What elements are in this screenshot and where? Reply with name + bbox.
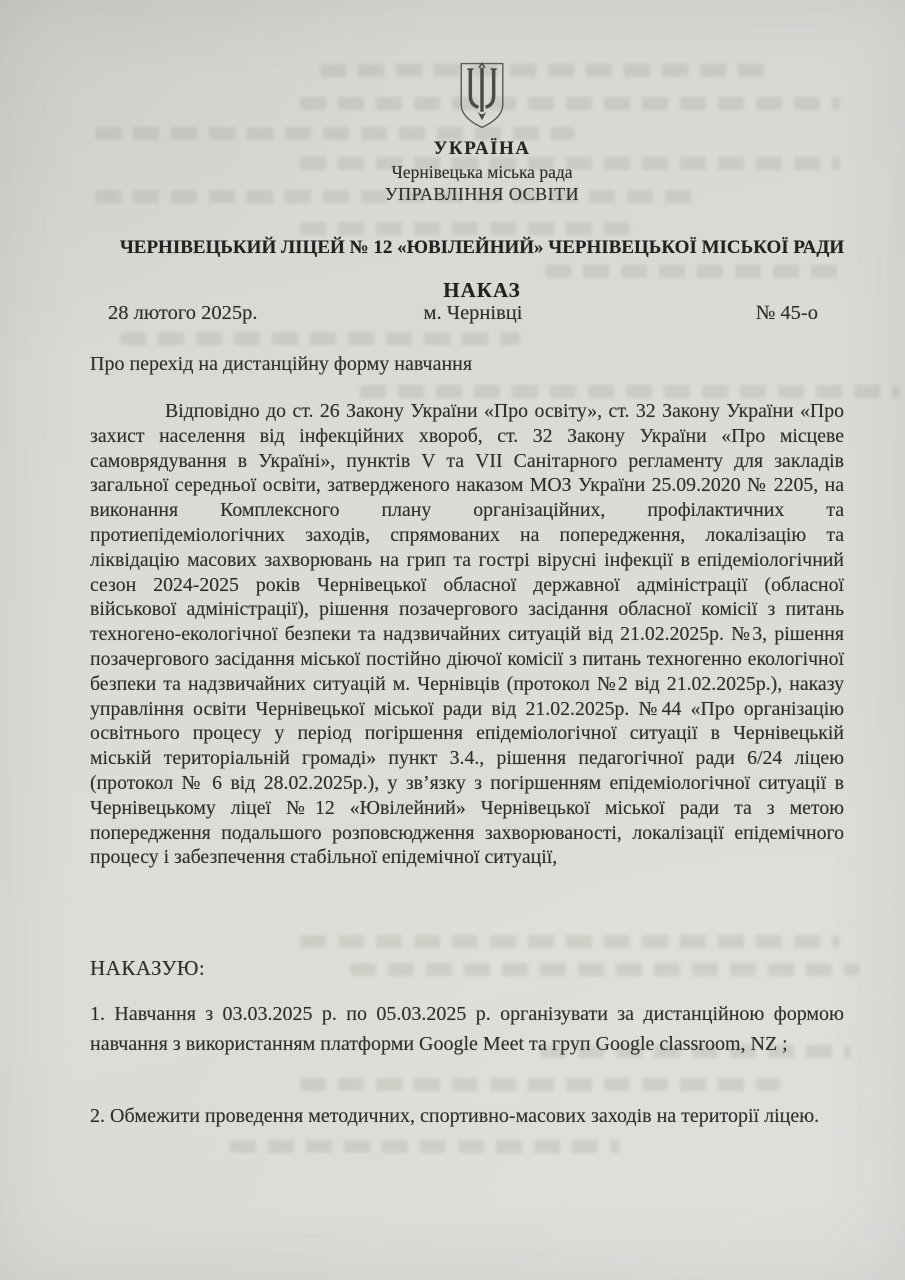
order-place: м. Чернівці: [423, 302, 523, 324]
bleed-through-line: [120, 332, 520, 345]
order-preamble: Відповідно до ст. 26 Закону України «Про освіту», ст. 32 Закону України «Про захист населення від інфекційних хвороб, ст. 32 Закону України «Про місцеве самоврядування в Україні», пунктів V та VII Санітарного регламенту для закладів загальної середньої освіти, затвердженого наказом МОЗ України 25.09.2020 № 2205, на виконання Комплексного плану організаційних, профілактичних та протиепідеміологічних заходів, спрямованих на попередження, локалізацію та ліквідацію масових захворювань на грип та гострі вірусні інфекції в епідеміологічний сезон 2024-2025 років Чернівецької обласної державної адміністрації (обласної військової адміністрації), рішення позачергового засідання обласної комісії з питань техногено-екологічної безпеки та надзвичайних ситуацій від 21.02.2025р. №3, рішення позачергового засідання міської постійно діючої комісії з питань техногенно екологічної безпеки та надзвичайних ситуацій м. Чернівців (протокол №2 від 21.02.2025р.), наказу управління освіти Чернівецької міської ради від 21.02.2025р. №44 «Про організацію освітнього процесу у період погіршення епідеміологічної ситуації в Чернівецькій міській територіальній громаді» пункт 3.4., рішення педагогічної ради 6/24 ліцею (протокол № 6 від 28.02.2025р.), у зв’язку з погіршенням епідеміологічної ситуації в Чернівецькому ліцеї №12 «Ювілейний» Чернівецької міської ради та з метою попередження подальшого розповсюдження захворюваності, локалізації епідемічного процесу і забезпечення стабільної епідемічної ситуації,: [90, 400, 844, 869]
bleed-through-line: [350, 963, 860, 976]
order-subject: Про перехід на дистанційну форму навчання: [90, 353, 473, 375]
order-item-1: 1. Навчання з 03.03.2025 р. по 05.03.2025 р. організувати за дистанційною формою навчання з використанням платформи Google Meet та груп Google classroom, NZ ;: [90, 1003, 844, 1055]
bleed-through-line: [300, 1078, 780, 1091]
order-number: № 45-о: [755, 302, 818, 324]
order-meta-row: [90, 302, 844, 325]
bleed-through-line: [300, 935, 840, 948]
country-name: УКРАЇНА: [433, 138, 531, 159]
organization-title: ЧЕРНІВЕЦЬКИЙ ЛІЦЕЙ № 12 «ЮВІЛЕЙНИЙ» ЧЕРНІВЕЦЬКОЇ МІСЬКОЇ РАДИ: [119, 237, 845, 258]
bleed-through-line: [230, 1140, 620, 1153]
bleed-through-line: [300, 222, 630, 235]
education-department-name: УПРАВЛІННЯ ОСВІТИ: [384, 184, 580, 204]
order-date: 28 лютого 2025р.: [108, 302, 258, 324]
ukraine-trident-emblem-icon: [456, 60, 508, 131]
resolution-heading: НАКАЗУЮ:: [90, 956, 206, 980]
document-type-heading: НАКАЗ: [443, 278, 521, 302]
bleed-through-line: [360, 385, 900, 398]
order-item-2: 2. Обмежити проведення методичних, спортивно-масових заходів на території ліцею.: [90, 1105, 820, 1127]
document-header: [100, 60, 864, 205]
city-council-name: Чернівецька міська рада: [391, 162, 573, 182]
bleed-through-line: [545, 265, 845, 278]
